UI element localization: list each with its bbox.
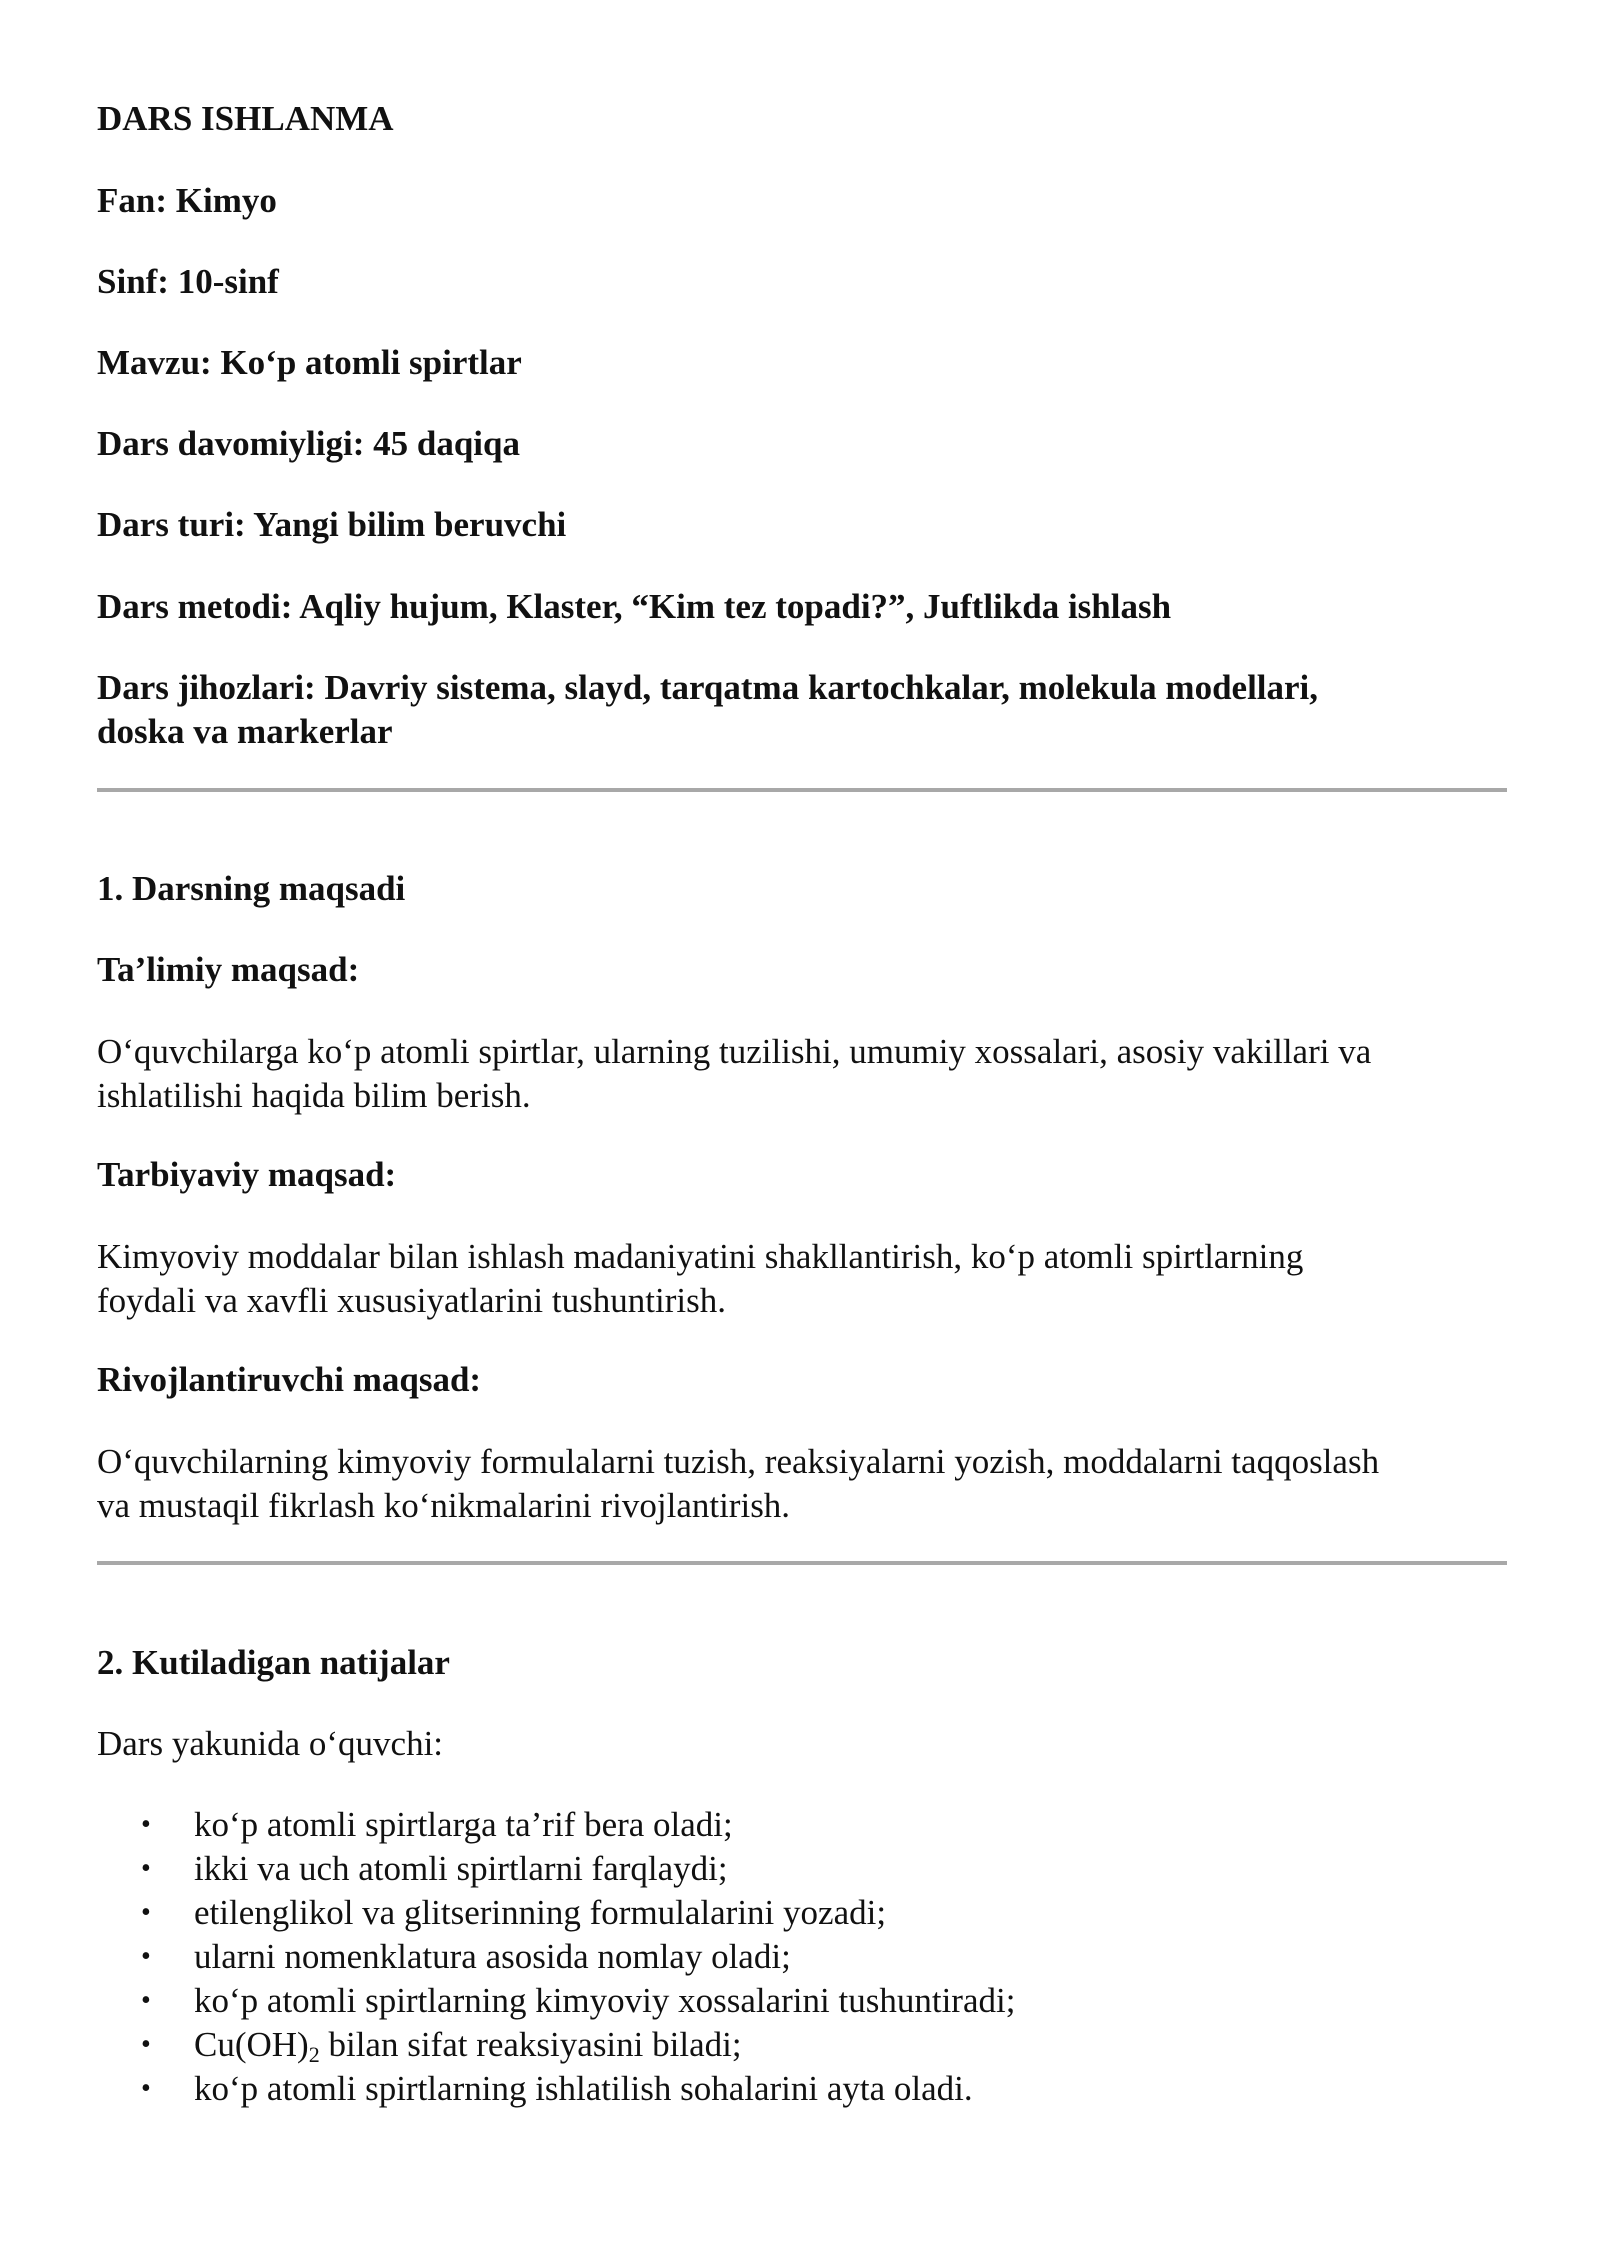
upbringing-goal-heading: Tarbiyaviy maqsad: [97,1155,397,1194]
divider [97,788,1507,792]
list-item-text: ularni nomenklatura asosida nomlay oladi; [194,1937,791,1976]
grade-line: Sinf: 10-sinf [97,262,279,301]
bullet-icon: • [141,1985,151,2016]
list-item [97,1935,1507,1979]
upbringing-goal-text-1: Kimyoviy moddalar bilan ishlash madaniyatini shakllantirish, ko‘p atomli spirtlarning [97,1237,1304,1276]
section-heading-results: 2. Kutiladigan natijalar [97,1643,450,1682]
bullet-icon: • [141,1853,151,1884]
document-title: DARS ISHLANMA [97,99,394,138]
list-item-text: ko‘p atomli spirtlarning kimyoviy xossalarini tushuntiradi; [194,1981,1016,2020]
list-item [97,1847,1507,1891]
list-item-text: ko‘p atomli spirtlarga ta’rif bera oladi; [194,1805,733,1844]
bullet-icon: • [141,1897,151,1928]
topic-line: Mavzu: Ko‘p atomli spirtlar [97,343,522,382]
list-item-text: etilenglikol va glitserinning formulalarini yozadi; [194,1893,887,1932]
list-item-text: bilan sifat reaksiyasini biladi; [328,2025,742,2064]
subject-line: Fan: Kimyo [97,181,277,220]
developmental-goal-text-2: va mustaqil fikrlash ko‘nikmalarini rivojlantirish. [97,1486,791,1525]
upbringing-goal-text-2: foydali va xavfli xususiyatlarini tushuntirish. [97,1281,726,1320]
list-item [97,2023,1507,2067]
duration-line: Dars davomiyligi: 45 daqiqa [97,424,520,463]
lesson-type-line: Dars turi: Yangi bilim beruvchi [97,505,567,544]
methods-line: Dars metodi: Aqliy hujum, Klaster, “Kim tez topadi?”, Juftlikda ishlash [97,587,1172,626]
equipment-line-2: doska va markerlar [97,712,393,751]
bullet-icon: • [141,2073,151,2104]
bullet-icon: • [141,1941,151,1972]
formula-subscript: 2 [308,2042,320,2067]
chemical-formula [194,2025,320,2067]
bullet-icon: • [141,2029,151,2060]
list-item-text: ko‘p atomli spirtlarning ishlatilish sohalarini ayta oladi. [194,2069,973,2108]
developmental-goal-text-1: O‘quvchilarning kimyoviy formulalarni tuzish, reaksiyalarni yozish, moddalarni taqqoslash [97,1442,1380,1481]
section-heading-goals: 1. Darsning maqsadi [97,869,406,908]
list-item [97,1891,1507,1935]
bullet-icon: • [141,1809,151,1840]
list-item [97,1979,1507,2023]
educational-goal-text-1: O‘quvchilarga ko‘p atomli spirtlar, ularning tuzilishi, umumiy xossalari, asosiy vakillari va [97,1032,1372,1071]
divider [97,1561,1507,1565]
list-item [97,1803,1507,1847]
results-list [97,1803,1507,2111]
list-item [97,2067,1507,2111]
educational-goal-text-2: ishlatilishi haqida bilim berish. [97,1076,531,1115]
educational-goal-heading: Ta’limiy maqsad: [97,950,360,989]
formula-main: Cu(OH) [194,2025,309,2064]
developmental-goal-heading: Rivojlantiruvchi maqsad: [97,1360,482,1399]
results-intro: Dars yakunida o‘quvchi: [97,1724,444,1763]
list-item-text: ikki va uch atomli spirtlarni farqlaydi; [194,1849,728,1888]
equipment-line-1: Dars jihozlari: Davriy sistema, slayd, tarqatma kartochkalar, molekula modellari, [97,668,1319,707]
